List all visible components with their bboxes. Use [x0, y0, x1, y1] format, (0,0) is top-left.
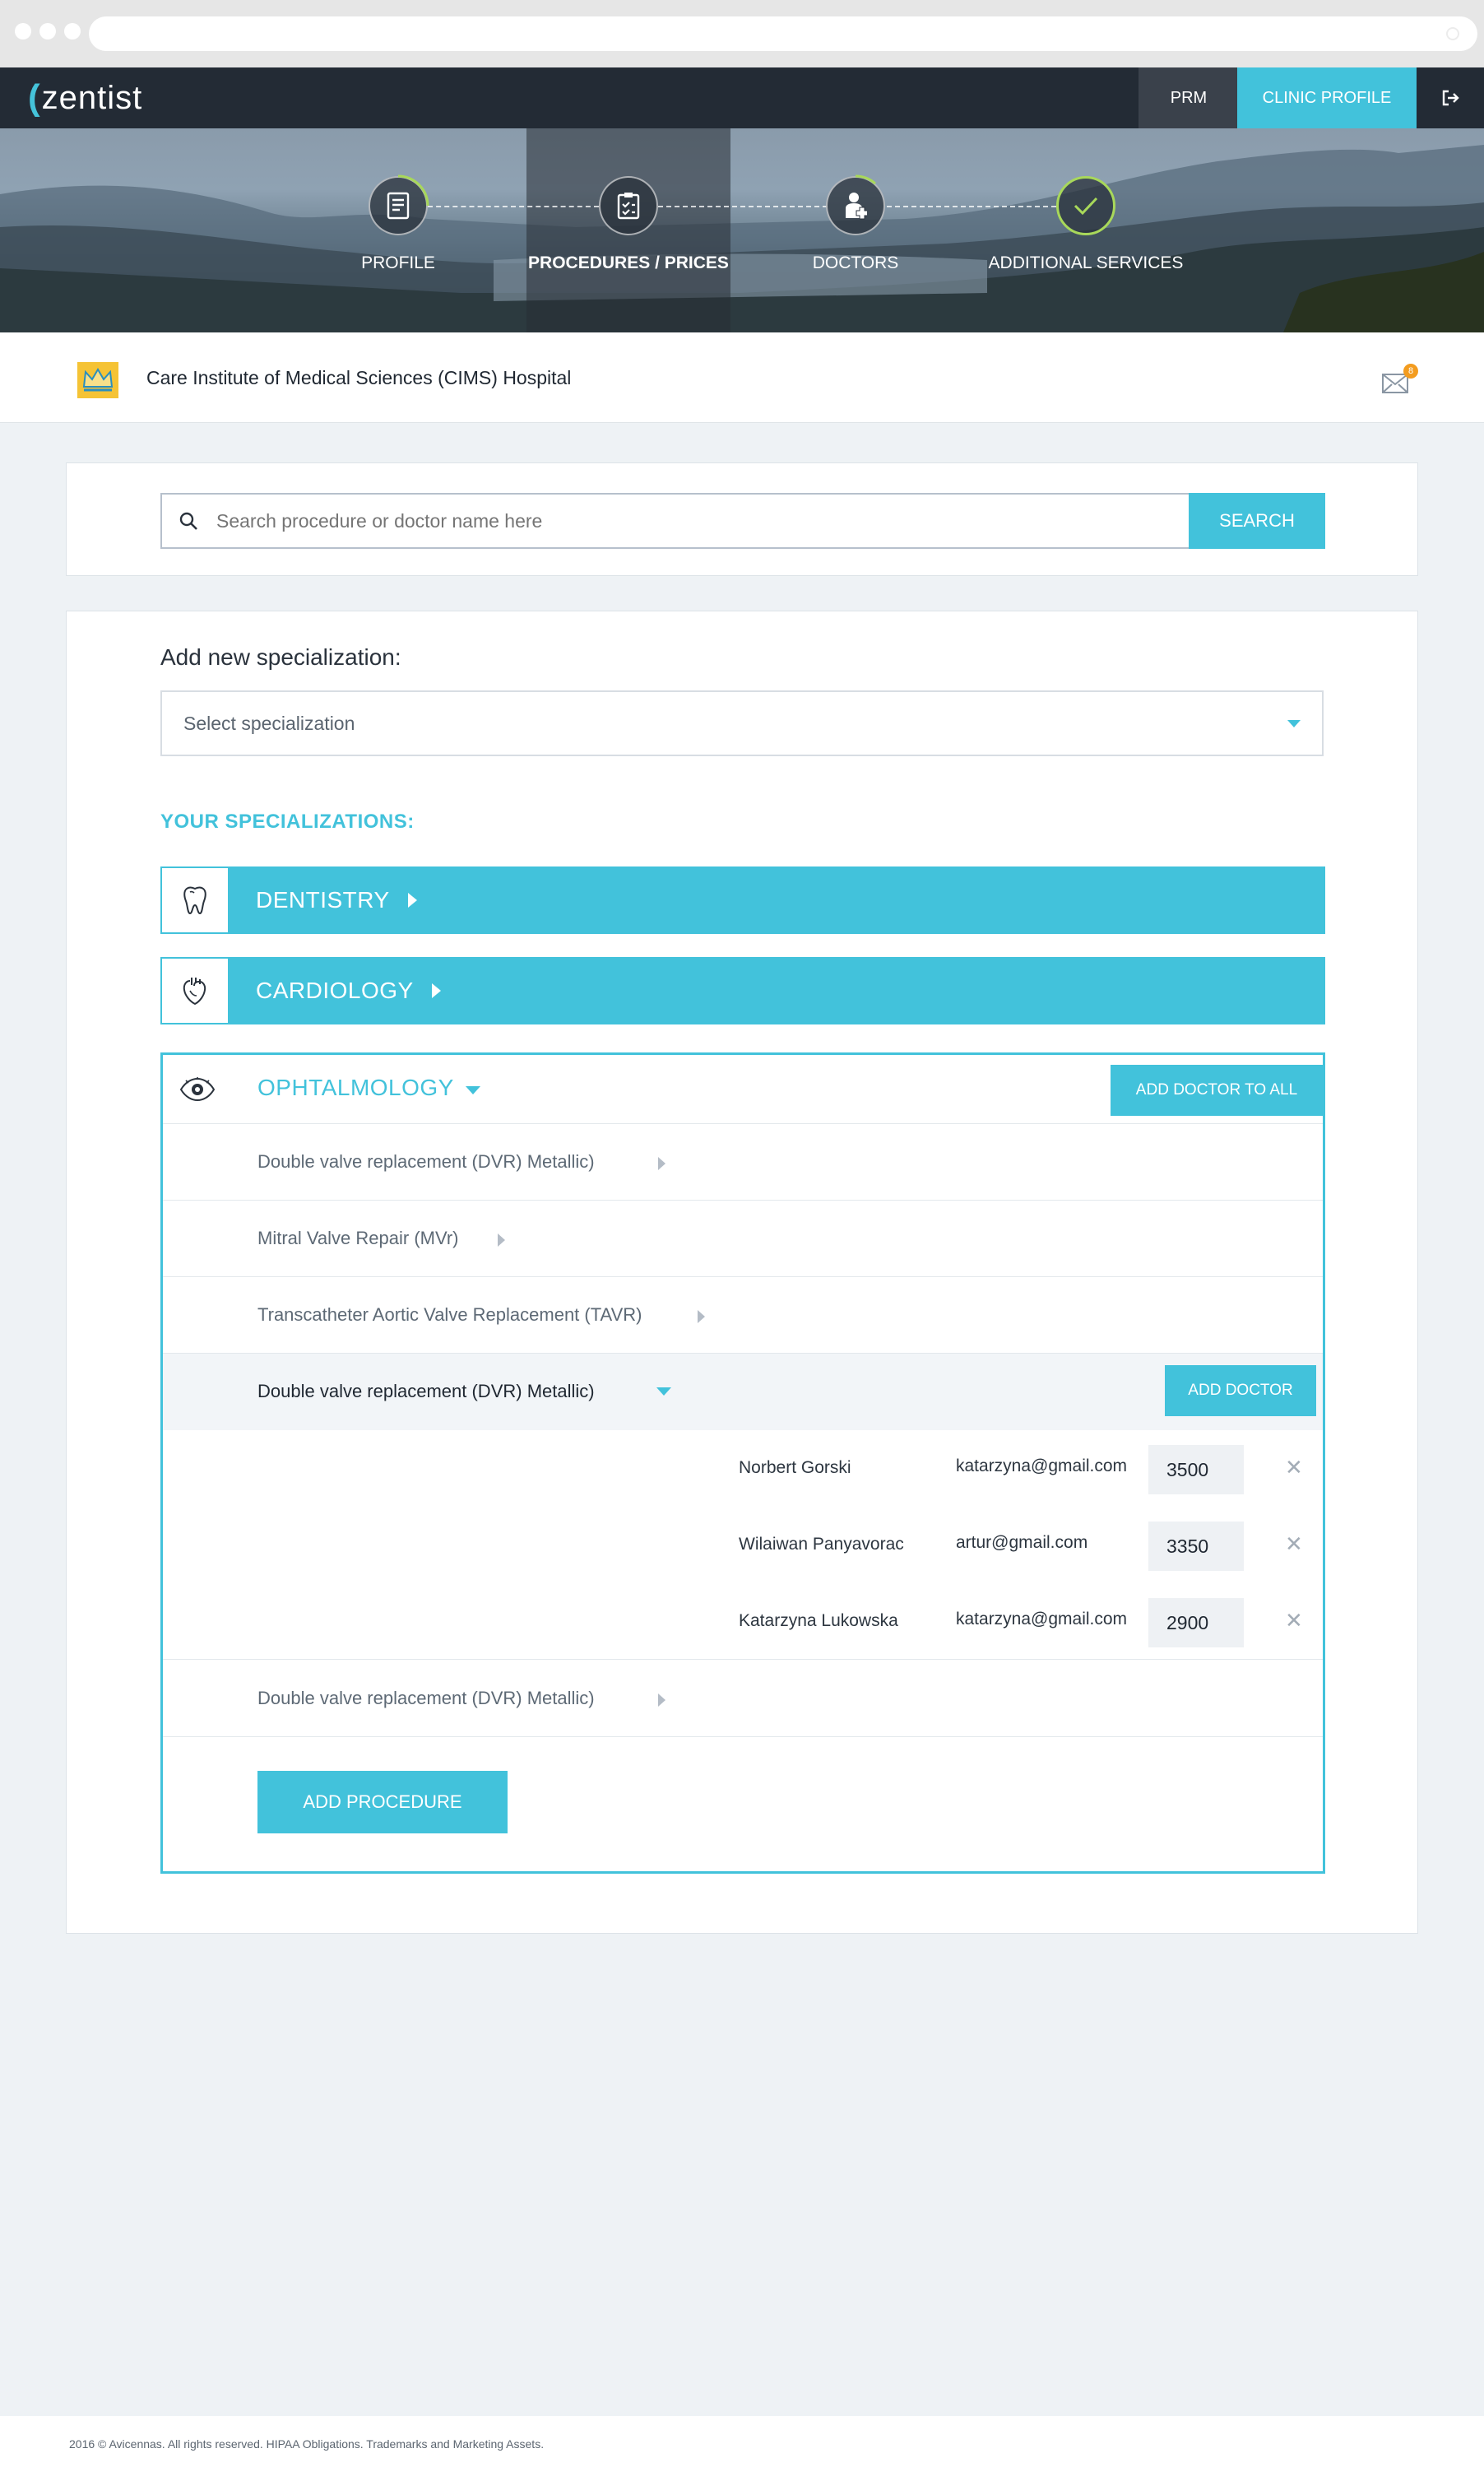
search-field	[160, 493, 1254, 549]
window-controls	[15, 23, 81, 39]
eye-icon	[178, 1071, 217, 1108]
procedure-name: Transcatheter Aortic Valve Replacement (TAVR)	[257, 1304, 642, 1325]
specialization-name: OPHTALMOLOGY	[257, 1075, 454, 1100]
doctor-name: Wilaiwan Panyavorac	[739, 1535, 904, 1554]
chevron-right-icon	[658, 1693, 665, 1707]
browser-chrome	[0, 0, 1484, 67]
chevron-down-icon	[1287, 720, 1301, 727]
document-icon	[369, 176, 428, 235]
specialization-name: CARDIOLOGY	[256, 978, 414, 1003]
procedure-row[interactable]	[163, 1124, 1323, 1201]
doctor-icon	[826, 176, 885, 235]
step-procedures-prices[interactable]	[522, 176, 735, 273]
specializations-card	[66, 611, 1418, 1934]
footer-text: 2016 © Avicennas. All rights reserved. HIPAA Obligations. Trademarks and Marketing Assets.	[69, 2437, 545, 2451]
your-specializations-heading: YOUR SPECIALIZATIONS:	[160, 811, 415, 833]
procedure-row[interactable]	[163, 1277, 1323, 1354]
add-procedure-button[interactable]: ADD PROCEDURE	[257, 1771, 508, 1833]
clinic-header-bar	[0, 332, 1484, 423]
doctor-row	[163, 1507, 1323, 1583]
search-card	[66, 462, 1418, 576]
mail-icon[interactable]	[1382, 366, 1415, 395]
doctor-email: katarzyna@gmail.com	[956, 1457, 1128, 1475]
tooth-icon	[160, 866, 230, 934]
notification-badge: 8	[1403, 364, 1418, 379]
add-specialization-label: Add new specialization:	[160, 644, 401, 670]
step-label: DOCTORS	[812, 253, 899, 272]
price-input[interactable]: 3350	[1148, 1522, 1244, 1571]
select-placeholder: Select specialization	[183, 712, 355, 734]
chevron-right-icon	[658, 1157, 665, 1170]
procedure-name: Mitral Valve Repair (MVr)	[257, 1228, 459, 1248]
zentist-logo[interactable]	[28, 79, 142, 117]
close-icon[interactable]: ✕	[1285, 1455, 1303, 1480]
logo-text: zentist	[41, 79, 143, 116]
footer	[0, 2416, 1484, 2467]
search-icon	[162, 511, 215, 531]
add-doctor-button[interactable]: ADD DOCTOR	[1165, 1365, 1316, 1416]
top-navigation	[0, 67, 1484, 128]
landscape-background-image	[0, 128, 1484, 332]
procedure-row[interactable]	[163, 1201, 1323, 1277]
logout-icon[interactable]	[1417, 67, 1484, 128]
price-input[interactable]: 3500	[1148, 1445, 1244, 1494]
nav-clinic-profile-button[interactable]: CLINIC PROFILE	[1237, 67, 1417, 128]
specialization-ophthalmology-panel	[160, 1052, 1325, 1874]
logo-mark-icon: (	[28, 77, 41, 118]
nav-prm-button[interactable]: PRM	[1139, 67, 1239, 128]
procedure-row-expanded[interactable]	[163, 1354, 1323, 1430]
specialization-select[interactable]	[160, 690, 1324, 756]
doctor-row	[163, 1583, 1323, 1660]
chevron-right-icon	[498, 1234, 505, 1247]
procedure-row[interactable]	[163, 1661, 1323, 1737]
clinic-name: Care Institute of Medical Sciences (CIMS) Hospital	[146, 367, 572, 388]
doctor-name: Katarzyna Lukowska	[739, 1611, 898, 1630]
add-doctor-to-all-button[interactable]: ADD DOCTOR TO ALL	[1111, 1065, 1323, 1116]
chevron-right-icon	[698, 1310, 705, 1323]
search-button[interactable]: SEARCH	[1189, 493, 1325, 549]
step-profile[interactable]	[291, 176, 505, 273]
reload-icon[interactable]	[1446, 27, 1459, 40]
checklist-icon	[599, 176, 658, 235]
window-dot[interactable]	[15, 23, 31, 39]
doctor-email: artur@gmail.com	[956, 1533, 1088, 1552]
search-input[interactable]	[215, 509, 1202, 533]
doctor-name: Norbert Gorski	[739, 1458, 851, 1477]
chevron-right-icon	[432, 983, 441, 998]
doctor-row	[163, 1430, 1323, 1507]
close-icon[interactable]: ✕	[1285, 1608, 1303, 1633]
chevron-right-icon	[408, 893, 417, 908]
chevron-down-icon	[466, 1086, 480, 1094]
procedure-name: Double valve replacement (DVR) Metallic)	[257, 1151, 595, 1172]
specialization-name: DENTISTRY	[256, 887, 390, 913]
clinic-logo	[77, 362, 118, 398]
step-label: ADDITIONAL SERVICES	[988, 253, 1184, 272]
checkmark-icon	[1056, 176, 1115, 235]
doctor-email: katarzyna@gmail.com	[956, 1610, 1128, 1628]
window-dot[interactable]	[64, 23, 81, 39]
specialization-cardiology[interactable]	[160, 957, 1325, 1024]
step-label: PROCEDURES / PRICES	[528, 253, 729, 272]
window-dot[interactable]	[39, 23, 56, 39]
price-input[interactable]: 2900	[1148, 1598, 1244, 1647]
step-label: PROFILE	[361, 253, 435, 272]
specialization-dentistry[interactable]	[160, 866, 1325, 934]
address-bar[interactable]	[89, 16, 1477, 51]
step-doctors[interactable]	[749, 176, 962, 273]
heart-icon	[160, 957, 230, 1024]
step-additional-services[interactable]	[979, 176, 1193, 273]
specialization-ophthalmology-header[interactable]	[163, 1055, 1323, 1124]
procedure-name: Double valve replacement (DVR) Metallic)	[257, 1381, 595, 1401]
close-icon[interactable]: ✕	[1285, 1531, 1303, 1556]
procedure-name: Double valve replacement (DVR) Metallic)	[257, 1688, 595, 1708]
chevron-down-icon	[656, 1387, 671, 1396]
onboarding-steps-hero	[0, 128, 1484, 332]
